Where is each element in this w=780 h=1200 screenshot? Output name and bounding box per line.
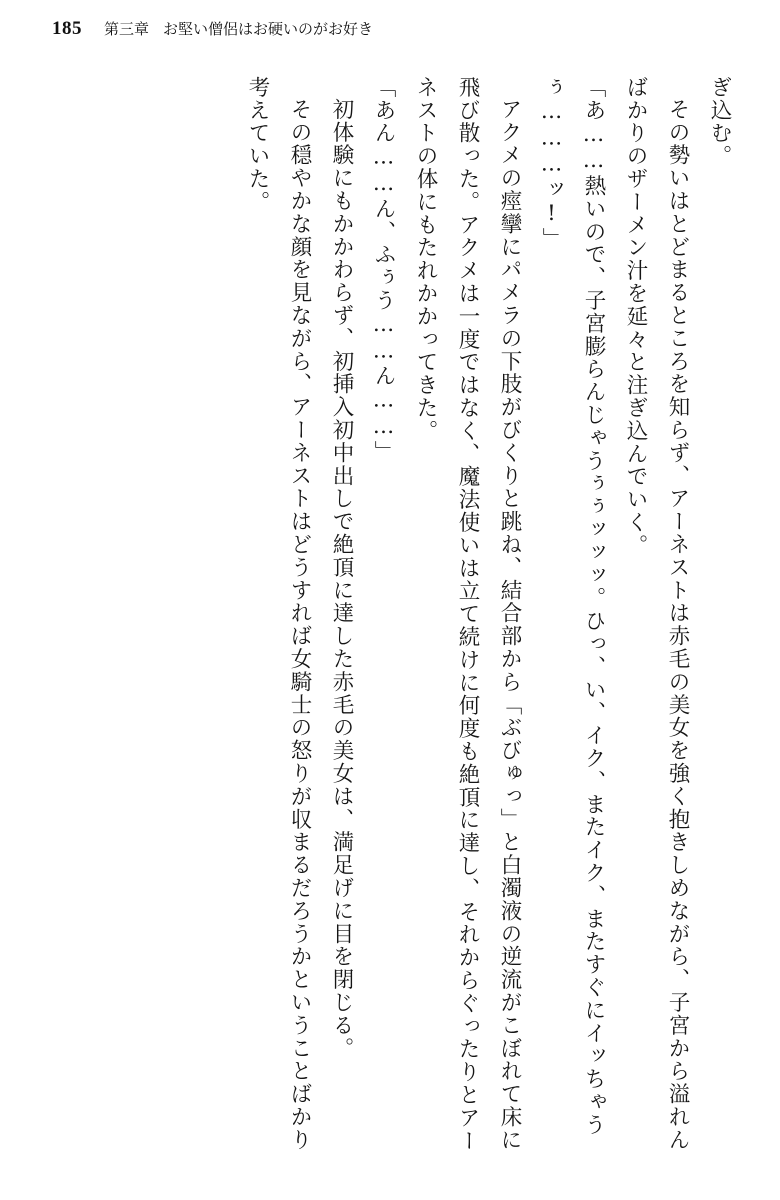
- chapter-title: お堅い僧侶はお硬いのがお好き: [163, 20, 374, 38]
- body-paragraph: ぎ込む。: [707, 76, 732, 168]
- page-number: 185: [52, 18, 82, 39]
- body-paragraph: 「あ……熱いので、子宮膨らんじゃうぅぅッッッ。ひっ、い、イク、またイク、またすぐにイッちゃうぅ………ッ!」: [539, 76, 606, 1137]
- body-paragraph: アクメの痙攣にパメラの下肢がびくりと跳ね、結合部から「ぶびゅっ」と白濁液の逆流がこぼれて床に飛び散った。アクメは一度ではなく、魔法使いは立て続けに何度も絶頂に達し、それからぐったりとアーネストの体にもたれかかってきた。: [413, 76, 522, 1153]
- body-paragraph: その勢いはとどまるところを知らず、アーネストは赤毛の美女を強く抱きしめながら、子宮から溢れんばかりのザーメン汁を延々と注ぎ込んでいく。: [623, 76, 690, 1151]
- chapter-number: 第三章: [104, 20, 150, 38]
- body-paragraph: 「あん……ん、ふぅう……ん……」: [371, 76, 396, 464]
- body-paragraph: その穏やかな顔を見ながら、アーネストはどうすれば女騎士の怒りが収まるだろうかということばかり考えていた。: [245, 76, 312, 1151]
- body-paragraph: 初体験にもかかわらず、初挿入初中出しで絶頂に達した赤毛の美女は、満足げに目を閉じる。: [329, 97, 354, 1060]
- vertical-text-block: [40, 76, 740, 1156]
- running-head: [0, 18, 780, 52]
- page-body: [40, 76, 740, 1166]
